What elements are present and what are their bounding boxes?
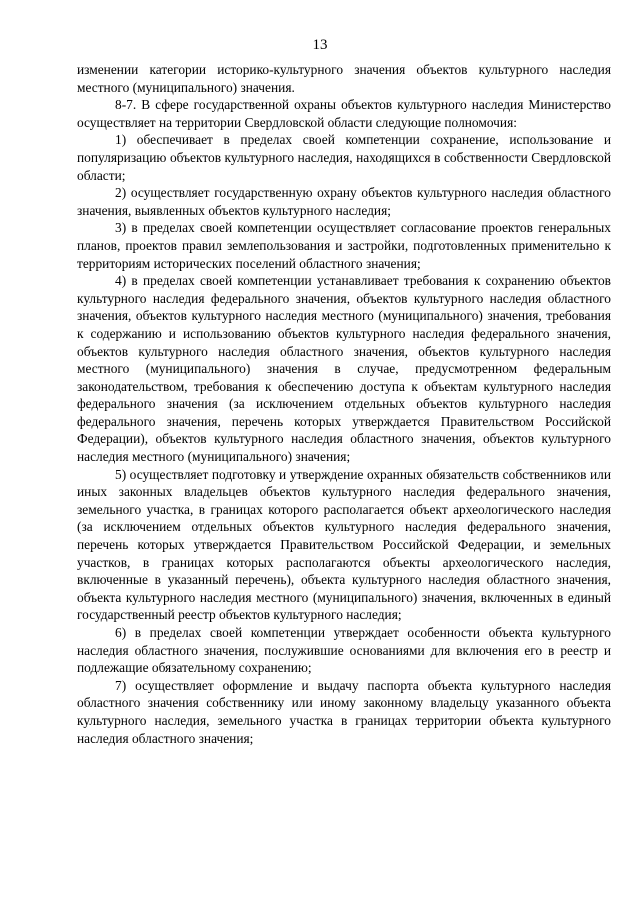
paragraph-item-6: 6) в пределах своей компетенции утверждает особенности объекта культурного наследия областного значения, послужившие основаниями для включения его в реестр и подлежащие обязательному сохранению; [77, 625, 611, 676]
paragraph-item-5: 5) осуществляет подготовку и утверждение охранных обязательств собственников или иных законных владельцев объектов культурного наследия федерального значения, земельного участка, в границах которого располагается объект археологического наследия (за исключением отдельных объектов культурного наследия федерального значения, перечень которых утверждается Правительством Российской Федерации, и земельных участков, в границах которых располагаются объекты археологического наследия, включенные в указанный перечень), объекта культурного наследия областного значения, объекта культурного наследия местного (муниципального) значения, включенных в единый государственный реестр объектов культурного наследия; [77, 466, 611, 623]
paragraph-item-3: 3) в пределах своей компетенции осуществляет согласование проектов генеральных планов, проектов правил землепользования и застройки, подготовленных применительно к территориям исторических поселений областного значения; [77, 220, 611, 271]
paragraph-item-4: 4) в пределах своей компетенции устанавливает требования к сохранению объектов культурного наследия федерального значения, объектов культурного наследия областного значения, объектов культурного наследия местного (муниципального) значения, требования к содержанию и использованию объектов культурного наследия федерального значения, объектов культурного наследия областного значения, объектов культурного наследия местного (муниципального) значения в случае, предусмотренном федеральным законодательством, требования к обеспечению доступа к объектам культурного наследия федерального значения (за исключением отдельных объектов культурного наследия федерального значения, перечень которых утверждается Правительством Российской Федерации), объектов культурного наследия областного значения, объектов культурного наследия местного (муниципального) значения; [77, 273, 611, 465]
paragraph-item-1: 1) обеспечивает в пределах своей компетенции сохранение, использование и популяризацию объектов культурного наследия, находящихся в собственности Свердловской области; [77, 132, 611, 183]
paragraph-item-2: 2) осуществляет государственную охрану объектов культурного наследия областного значения, выявленных объектов культурного наследия; [77, 185, 611, 218]
paragraph-item-7: 7) осуществляет оформление и выдачу паспорта объекта культурного наследия областного значения собственнику или иному законному владельцу указанного объекта культурного наследия, земельного участка в границах территории объекта культурного наследия областного значения; [77, 677, 611, 746]
paragraph-article-8-7: 8-7. В сфере государственной охраны объектов культурного наследия Министерство осуществляет на территории Свердловской области следующие полномочия: [77, 97, 611, 130]
page-number: 13 [312, 37, 328, 53]
document-body [77, 61, 611, 747]
paragraph-continuation: изменении категории историко-культурного значения объектов культурного наследия местного (муниципального) значения. [77, 62, 611, 95]
